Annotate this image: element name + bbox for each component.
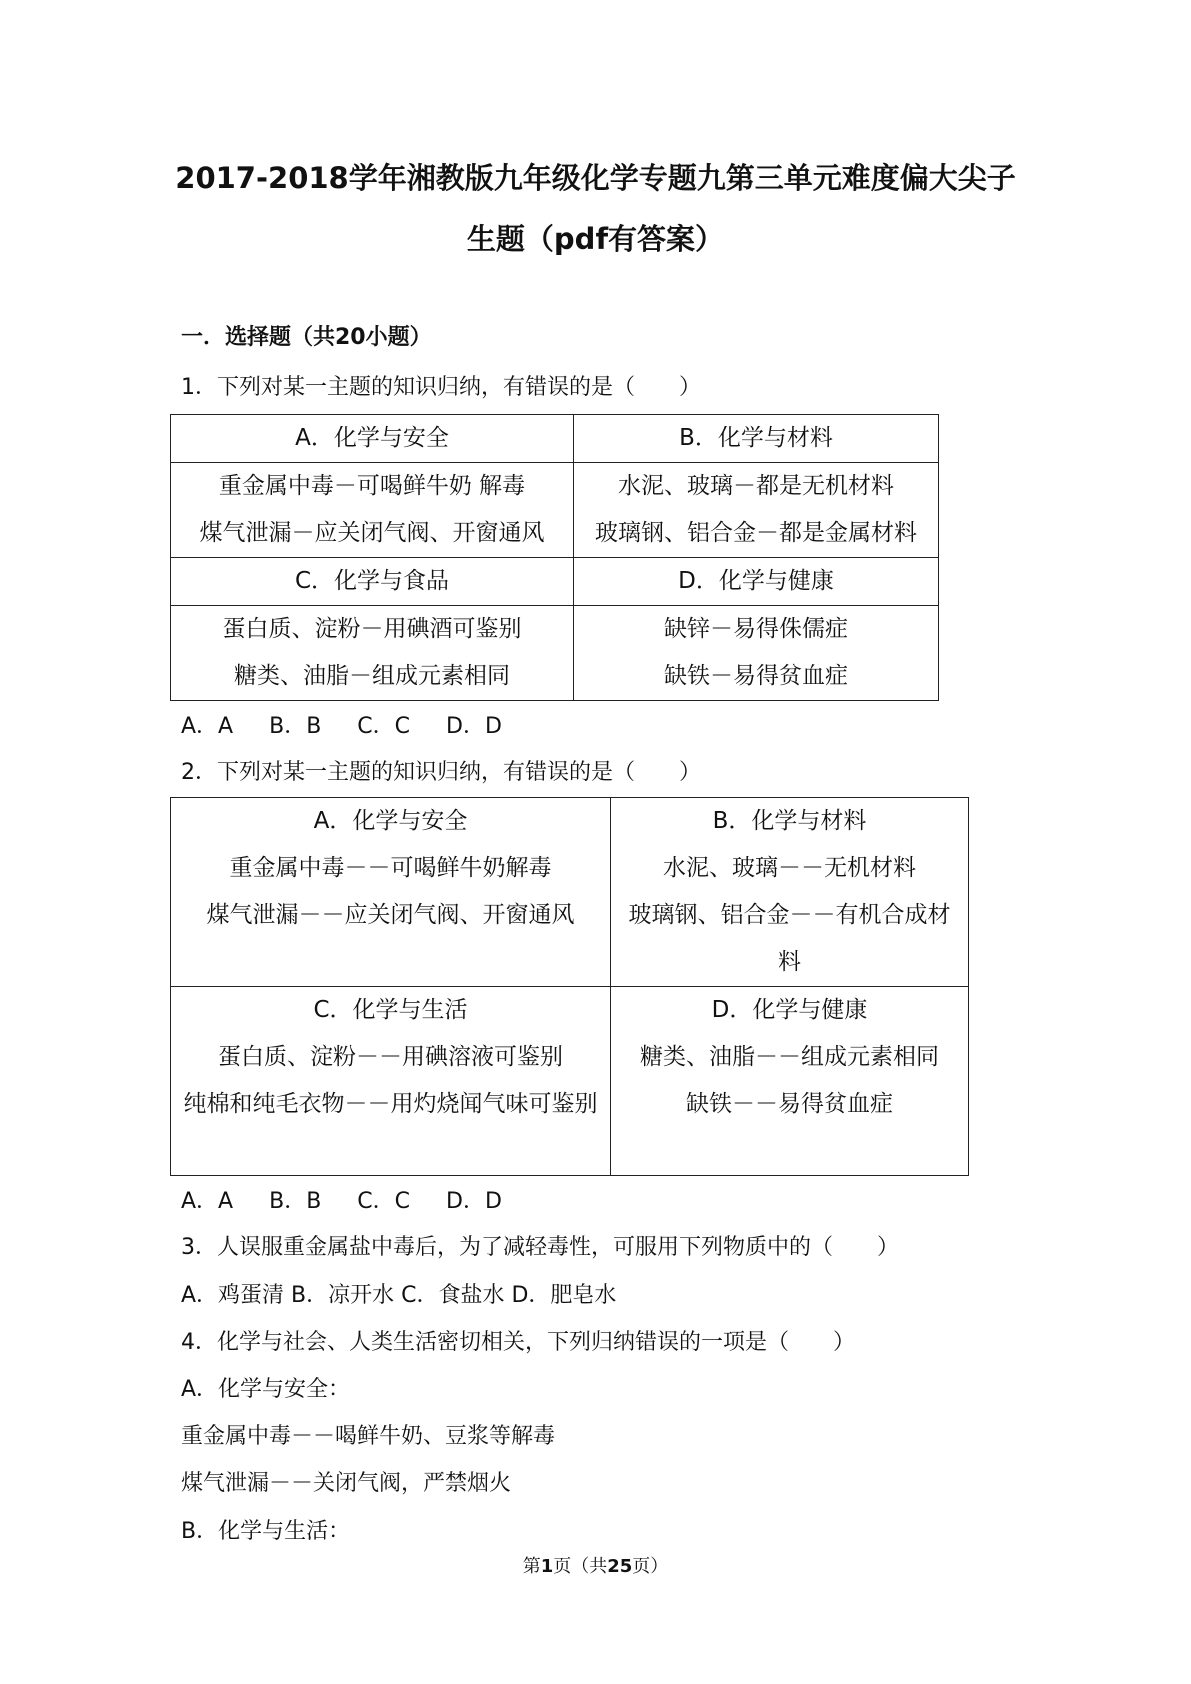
table-cell <box>574 415 939 463</box>
question-1-table <box>170 414 939 701</box>
cell-line: 玻璃钢、铝合金－－有机合成材料 <box>628 902 951 975</box>
cell-line: 煤气泄漏－－应关闭气阀、开窗通风 <box>206 902 575 928</box>
footer-page-number: 1 <box>540 1556 554 1577</box>
question-3-options: A．鸡蛋清 B．凉开水 C．食盐水 D．肥皂水 <box>181 1283 617 1308</box>
option-b: B．B <box>269 1189 322 1214</box>
table-cell <box>171 987 611 1176</box>
table-cell <box>171 415 574 463</box>
table-row <box>171 606 939 701</box>
footer-middle: 页（共 <box>553 1556 608 1577</box>
table-cell <box>171 606 574 701</box>
table-row <box>171 463 939 558</box>
page-footer <box>0 1555 1191 1579</box>
table-cell <box>574 558 939 606</box>
table-cell <box>574 463 939 558</box>
section-heading: 一．选择题（共20小题） <box>181 325 432 350</box>
option-d: D．D <box>446 1189 502 1214</box>
question-2-options <box>181 1187 538 1217</box>
question-1-stem: 1．下列对某一主题的知识归纳，有错误的是（ ） <box>181 375 701 400</box>
cell-heading: D．化学与健康 <box>711 997 868 1023</box>
cell-heading: A．化学与安全 <box>313 808 468 834</box>
document-title-line2: 生题（pdf有答案） <box>466 222 725 256</box>
table-cell <box>171 463 574 558</box>
cell-heading: C．化学与食品 <box>294 568 450 594</box>
question-4-option-b-label: B．化学与生活： <box>181 1519 351 1544</box>
table-row <box>171 558 939 606</box>
table-row <box>171 987 969 1176</box>
footer-total-pages: 25 <box>607 1556 633 1577</box>
cell-line: 缺铁－－易得贫血症 <box>686 1091 893 1117</box>
option-a: A．A <box>181 714 234 739</box>
option-b: B．B <box>269 714 322 739</box>
option-a: A．A <box>181 1189 234 1214</box>
cell-heading: C．化学与生活 <box>313 997 468 1023</box>
cell-line: 纯棉和纯毛衣物－－用灼烧闻气味可鉴别 <box>183 1091 598 1117</box>
cell-line: 煤气泄漏－应关闭气阀、开窗通风 <box>199 520 545 546</box>
cell-line: 糖类、油脂－组成元素相同 <box>234 663 510 689</box>
cell-line: 重金属中毒－－可喝鲜牛奶解毒 <box>229 855 552 881</box>
cell-heading: A．化学与安全 <box>295 425 449 451</box>
table-cell <box>574 606 939 701</box>
table-cell <box>171 558 574 606</box>
option-d: D．D <box>446 714 502 739</box>
cell-heading: B．化学与材料 <box>712 808 867 834</box>
cell-line: 蛋白质、淀粉－用碘酒可鉴别 <box>222 616 522 642</box>
cell-heading: B．化学与材料 <box>679 425 833 451</box>
question-4-option-a-line1: 重金属中毒－－喝鲜牛奶、豆浆等解毒 <box>181 1424 556 1449</box>
question-1-options <box>181 712 538 742</box>
option-c: C．C <box>357 1189 411 1214</box>
question-4-stem: 4．化学与社会、人类生活密切相关，下列归纳错误的一项是（ ） <box>181 1330 855 1355</box>
question-4-option-a-line2: 煤气泄漏－－关闭气阀，严禁烟火 <box>181 1471 512 1496</box>
cell-line: 缺铁－易得贫血症 <box>664 663 848 689</box>
cell-line: 蛋白质、淀粉－－用碘溶液可鉴别 <box>218 1044 563 1070</box>
table-cell <box>611 987 969 1176</box>
cell-line: 水泥、玻璃－－无机材料 <box>663 855 916 881</box>
cell-line: 重金属中毒－可喝鲜牛奶 解毒 <box>218 473 526 499</box>
document-title-line1: 2017-2018学年湘教版九年级化学专题九第三单元难度偏大尖子 <box>175 161 1016 195</box>
question-3-stem: 3．人误服重金属盐中毒后，为了减轻毒性，可服用下列物质中的（ ） <box>181 1235 899 1260</box>
cell-line: 糖类、油脂－－组成元素相同 <box>640 1044 939 1070</box>
cell-line: 缺锌－易得侏儒症 <box>664 616 848 642</box>
table-cell <box>611 798 969 987</box>
cell-line: 玻璃钢、铝合金－都是金属材料 <box>595 520 917 546</box>
question-2-table <box>170 797 969 1176</box>
footer-suffix: 页） <box>632 1556 669 1577</box>
footer-prefix: 第 <box>522 1556 541 1577</box>
cell-heading: D．化学与健康 <box>678 568 834 594</box>
table-row <box>171 798 969 987</box>
question-4-option-a-label: A．化学与安全： <box>181 1377 351 1402</box>
table-row <box>171 415 939 463</box>
option-c: C．C <box>357 714 411 739</box>
cell-line: 水泥、玻璃－都是无机材料 <box>618 473 894 499</box>
table-cell <box>171 798 611 987</box>
question-2-stem: 2．下列对某一主题的知识归纳，有错误的是（ ） <box>181 760 701 785</box>
